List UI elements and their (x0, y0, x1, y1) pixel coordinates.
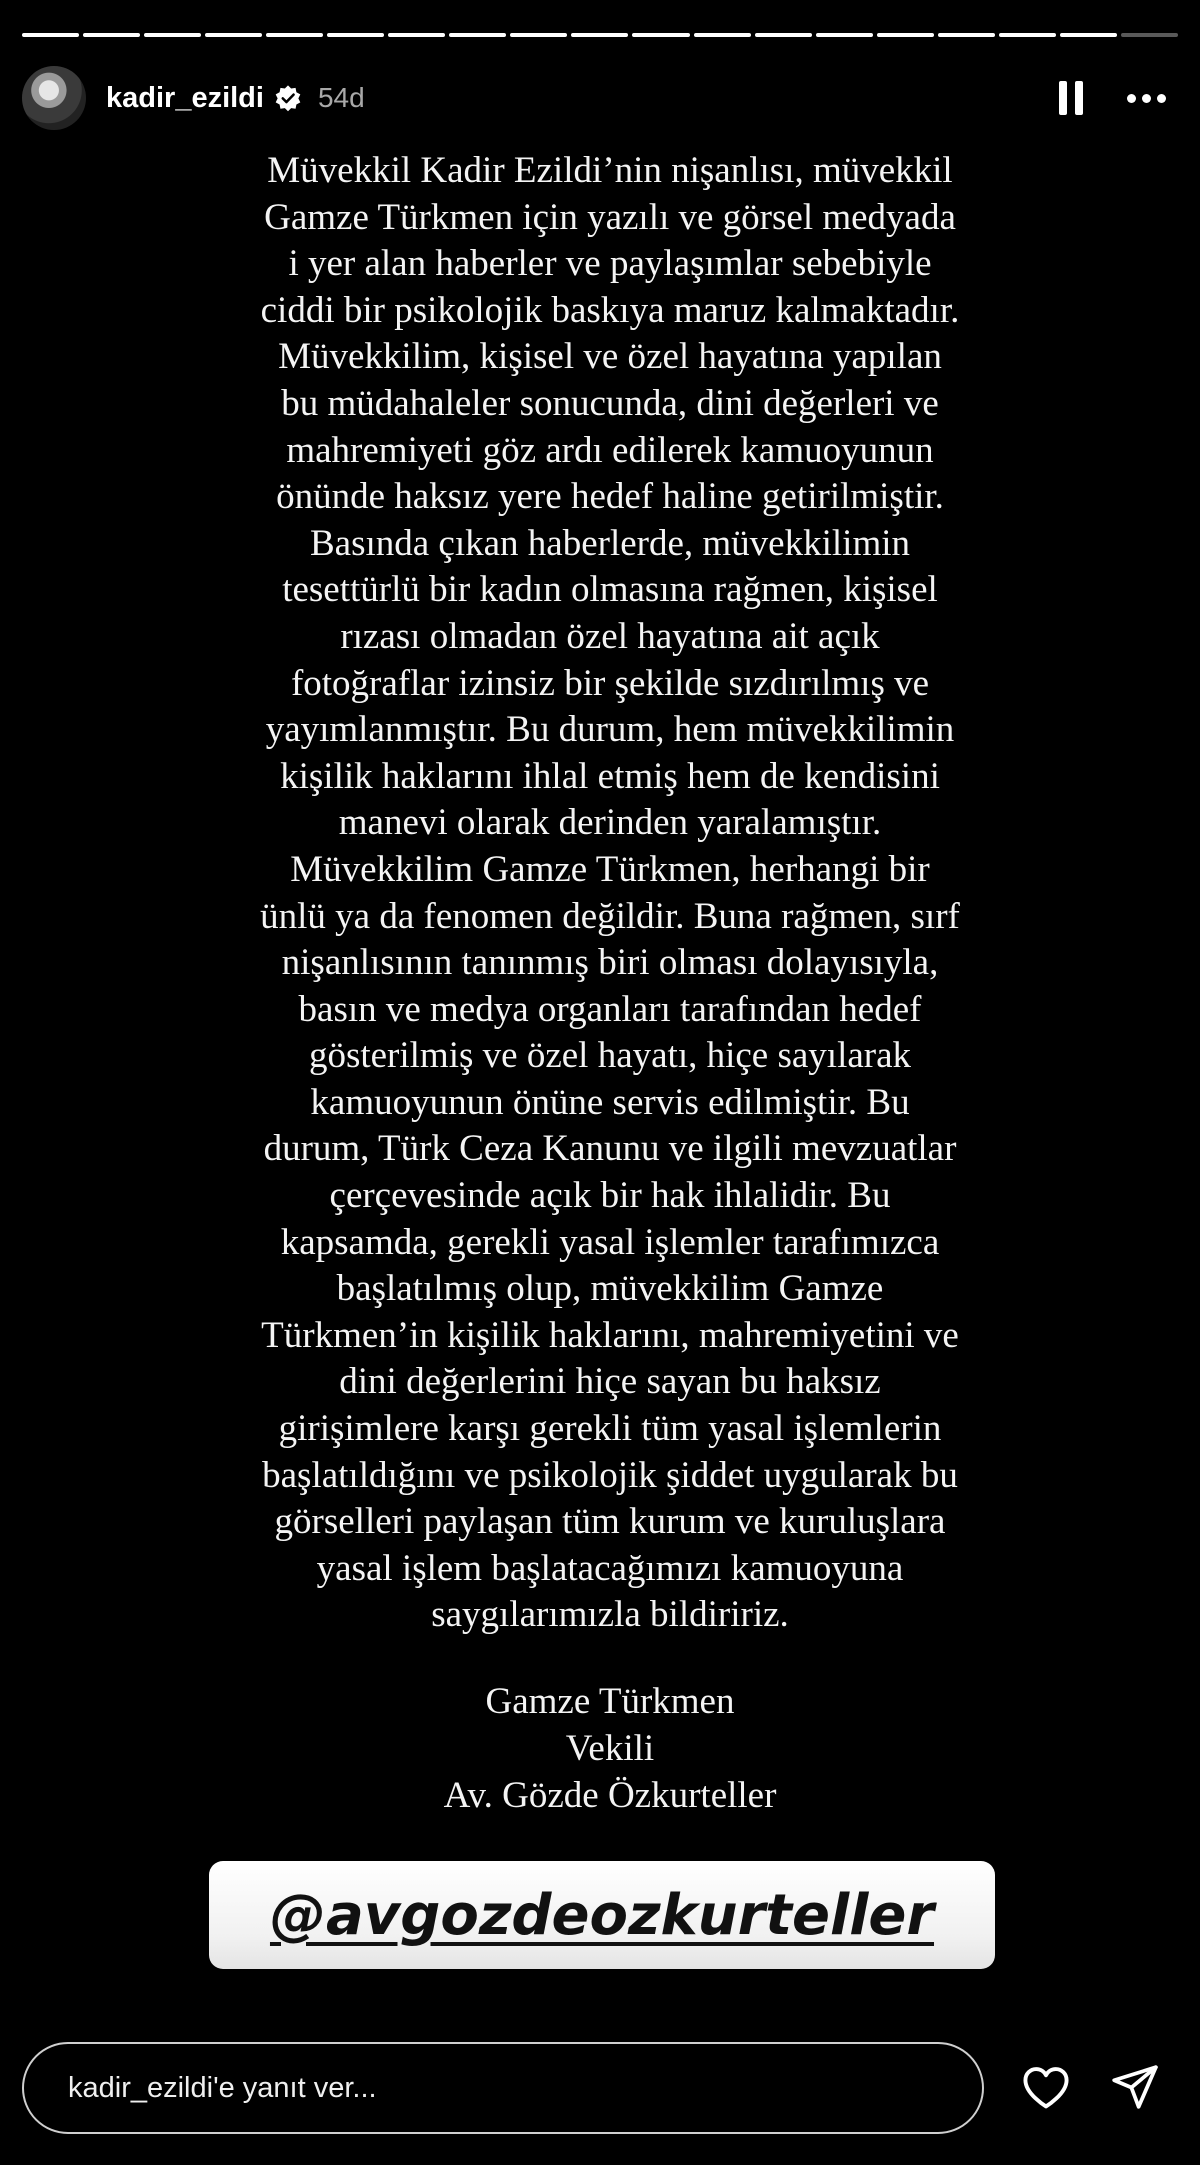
progress-segment (266, 33, 323, 37)
signature-role: Vekili (565, 1728, 655, 1769)
statement-line: durum, Türk Ceza Kanunu ve ilgili mevzuatlar (263, 1128, 957, 1170)
statement-line: başlatılmış olup, müvekkilim Gamze (336, 1268, 884, 1310)
statement-line: Türkmen’in kişilik haklarını, mahremiyetini ve (261, 1314, 959, 1356)
progress-segment (144, 33, 201, 37)
progress-segment (510, 33, 567, 37)
statement-line: Müvekkilim, kişisel ve özel hayatına yapılan (278, 336, 942, 378)
username-link[interactable]: kadir_ezildi (106, 81, 264, 114)
statement-line: başlatıldığını ve psikolojik şiddet uygularak bu (262, 1454, 958, 1496)
more-options-icon[interactable] (1127, 94, 1166, 103)
statement-line: fotoğraflar izinsiz bir şekilde sızdırılmış ve (290, 662, 930, 704)
statement-line: kapsamda, gerekli yasal işlemler tarafımızca (280, 1221, 940, 1263)
send-icon[interactable] (1110, 2062, 1160, 2112)
progress-segment (938, 33, 995, 37)
progress-segment (205, 33, 262, 37)
statement-line: ciddi bir psikolojik baskıya maruz kalmaktadır. (260, 289, 960, 331)
progress-segment (388, 33, 445, 37)
progress-segment (755, 33, 812, 37)
statement-line: Gamze Türkmen için yazılı ve görsel medyada (264, 196, 956, 238)
story-timestamp: 54d (317, 82, 365, 113)
mention-text: @avgozdeozkurteller (269, 1882, 935, 1948)
statement-line: mahremiyeti göz ardı edilerek kamuoyunun (286, 429, 934, 471)
reply-input[interactable] (66, 2071, 950, 2106)
mention-sticker[interactable] (209, 1861, 995, 1969)
statement-line: yasal işlem başlatacağımızı kamuoyuna (316, 1547, 904, 1589)
progress-segment (999, 33, 1056, 37)
verified-badge-icon (274, 84, 302, 112)
signature-client-name: Gamze Türkmen (485, 1681, 735, 1722)
statement-line: manevi olarak derinden yaralamıştır. (338, 802, 882, 844)
story-progress-bar (22, 33, 1178, 37)
profile-avatar[interactable] (22, 66, 86, 130)
story-header (22, 66, 1178, 130)
statement-line: Müvekkil Kadir Ezildi’nin nişanlısı, müvekkil (267, 150, 953, 191)
heart-icon[interactable] (1020, 2062, 1072, 2114)
statement-text (140, 148, 1080, 1639)
statement-line: girişimlere karşı gerekli tüm yasal işlemlerin (278, 1408, 942, 1450)
statement-line: ünlü ya da fenomen değildir. Buna rağmen, sırf (260, 895, 960, 937)
header-actions (1059, 81, 1166, 115)
signature-lawyer-name: Av. Gözde Özkurteller (443, 1775, 777, 1816)
progress-segment (22, 33, 79, 37)
progress-segment (83, 33, 140, 37)
progress-segment (571, 33, 628, 37)
statement-line: gösterilmiş ve özel hayatı, hiçe sayılarak (308, 1035, 912, 1077)
signature-block (140, 1678, 1080, 1819)
statement-line: rızası olmadan özel hayatına ait açık (340, 615, 880, 657)
progress-segment (632, 33, 689, 37)
pause-icon[interactable] (1059, 81, 1083, 115)
statement-line: yayımlanmıştır. Bu durum, hem müvekkilimin (265, 709, 955, 751)
statement-line: kamuoyunun önüne servis edilmiştir. Bu (310, 1081, 910, 1123)
statement-line: görselleri paylaşan tüm kurum ve kuruluşlara (274, 1501, 946, 1543)
statement-line: dini değerlerini hiçe sayan bu haksız (339, 1361, 881, 1403)
progress-segment (816, 33, 873, 37)
progress-segment (1121, 33, 1178, 37)
progress-segment (1060, 33, 1117, 37)
progress-segment (327, 33, 384, 37)
progress-segment (449, 33, 506, 37)
statement-line: Müvekkilim Gamze Türkmen, herhangi bir (290, 848, 930, 890)
statement-line: tesettürlü bir kadın olmasına rağmen, kişisel (282, 569, 938, 611)
statement-line: önünde haksız yere hedef haline getirilmiştir. (276, 476, 944, 518)
statement-line: nişanlısının tanınmış biri olması dolayısıyla, (281, 942, 939, 984)
statement-line: basın ve medya organları tarafından hedef (298, 988, 922, 1030)
progress-segment (877, 33, 934, 37)
statement-line: i yer alan haberler ve paylaşımlar sebebiyle (288, 243, 932, 285)
statement-line: çerçevesinde açık bir hak ihlalidir. Bu (329, 1175, 891, 1217)
statement-line: bu müdahaleler sonucunda, dini değerleri ve (281, 382, 939, 424)
statement-line: saygılarımızla bildiririz. (431, 1594, 789, 1636)
reply-bar (22, 2042, 984, 2134)
statement-line: kişilik haklarını ihlal etmiş hem de kendisini (280, 755, 940, 797)
statement-line: Basında çıkan haberlerde, müvekkilimin (309, 522, 911, 564)
progress-segment (694, 33, 751, 37)
